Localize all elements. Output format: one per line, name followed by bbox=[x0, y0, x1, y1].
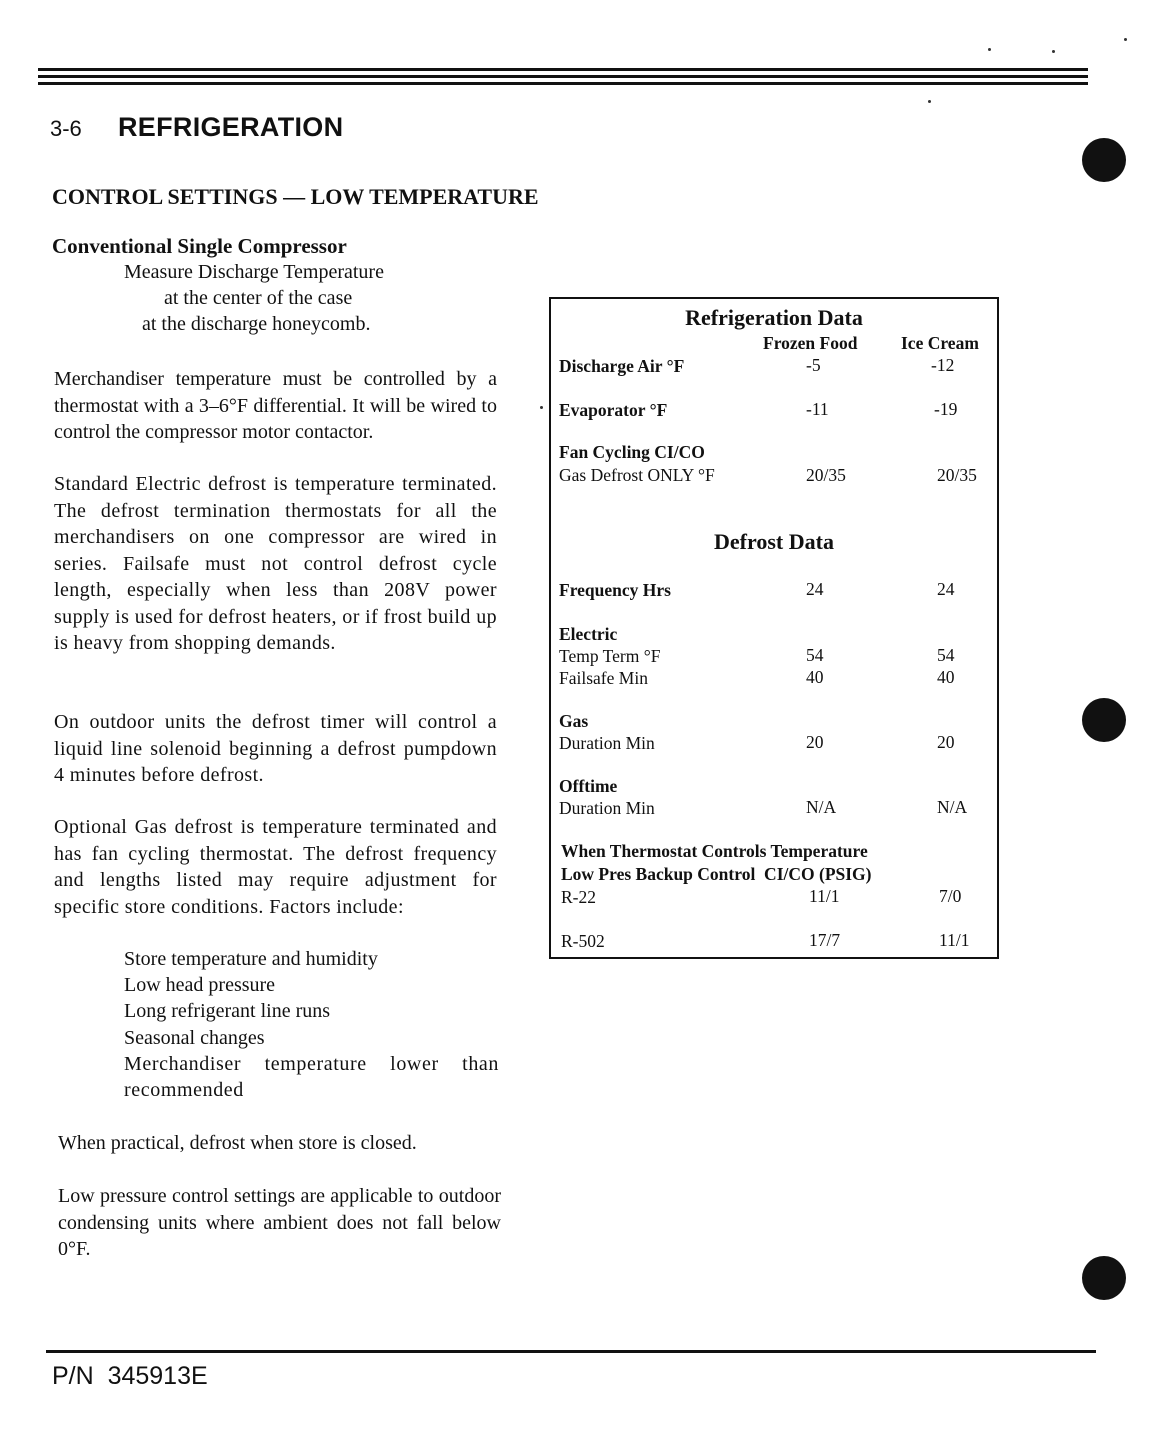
low-pressure-backup-label: Low Pres Backup Control CI/CO (PSIG) bbox=[561, 864, 872, 884]
punch-hole bbox=[1082, 138, 1126, 182]
row-label-fan-cycling: Fan Cycling CI/CO bbox=[559, 442, 705, 462]
factors-list bbox=[124, 946, 499, 1103]
section-number: 3-6 bbox=[50, 116, 82, 141]
temp-term-frozen: 54 bbox=[806, 645, 824, 665]
scan-speck bbox=[988, 48, 991, 51]
discharge-air-ice: -12 bbox=[931, 355, 955, 375]
scan-speck bbox=[1124, 38, 1127, 41]
punch-hole bbox=[1082, 698, 1126, 742]
row-label-offtime: Offtime bbox=[559, 776, 618, 796]
paragraph-outdoor-units: On outdoor units the defrost timer will control a liquid line solenoid beginning a defrost pumpdown 4 minutes before defrost. bbox=[54, 711, 497, 786]
list-item: Seasonal changes bbox=[124, 1026, 265, 1049]
row-label-failsafe: Failsafe Min bbox=[559, 668, 648, 688]
row-label-offtime-duration: Duration Min bbox=[559, 798, 655, 818]
page-heading: CONTROL SETTINGS — LOW TEMPERATURE bbox=[52, 184, 539, 209]
row-label-temp-term: Temp Term °F bbox=[559, 646, 661, 666]
list-item: Long refrigerant line runs bbox=[124, 1000, 331, 1023]
refrigeration-data-table bbox=[549, 297, 999, 959]
row-label-electric: Electric bbox=[559, 624, 618, 644]
row-sublabel-gas-defrost-only: Gas Defrost ONLY °F bbox=[559, 465, 715, 485]
r22-frozen: 11/1 bbox=[809, 886, 840, 906]
row-label-gas: Gas bbox=[559, 711, 589, 731]
scan-speck bbox=[928, 100, 931, 103]
evaporator-ice: -19 bbox=[934, 399, 958, 419]
paragraph-electric-defrost: Standard Electric defrost is temperature terminated. The defrost termination thermostats for all the merchandisers on one compressor are wired in series. Failsafe must not control defrost cycle length, especially when less than 208V power supply is used for defrost heaters, or if frost build up is heavy from shopping demands. bbox=[54, 473, 497, 654]
gas-duration-ice: 20 bbox=[937, 732, 955, 752]
scan-speck bbox=[1052, 50, 1055, 53]
list-item: Merchandiser temperature lower than recommended bbox=[124, 1052, 499, 1102]
failsafe-frozen: 40 bbox=[806, 667, 824, 687]
row-label-r502: R-502 bbox=[561, 931, 605, 951]
list-item: Low head pressure bbox=[124, 974, 276, 997]
header-rule-middle bbox=[38, 75, 1088, 78]
frequency-ice: 24 bbox=[937, 579, 955, 599]
subheading: Conventional Single Compressor bbox=[52, 234, 347, 258]
row-label-evaporator: Evaporator °F bbox=[559, 400, 668, 420]
paragraph-gas-defrost: Optional Gas defrost is temperature terminated and has fan cycling thermostat. The defrost frequency and lengths listed may require adjustment for specific store conditions. Factors include: bbox=[54, 816, 497, 918]
offtime-duration-ice: N/A bbox=[937, 797, 968, 817]
r22-ice: 7/0 bbox=[939, 886, 962, 906]
column-header-frozen-food: Frozen Food bbox=[763, 333, 858, 353]
table-title: Refrigeration Data bbox=[685, 305, 863, 330]
column-header-ice-cream: Ice Cream bbox=[901, 333, 979, 353]
measure-line: Measure Discharge Temperature bbox=[124, 261, 384, 283]
part-number: P/N 345913E bbox=[52, 1362, 208, 1390]
row-label-frequency: Frequency Hrs bbox=[559, 580, 671, 600]
scan-speck bbox=[540, 406, 543, 409]
row-label-r22: R-22 bbox=[561, 887, 596, 907]
fan-cycling-frozen: 20/35 bbox=[806, 465, 846, 485]
fan-cycling-ice: 20/35 bbox=[937, 465, 977, 485]
paragraph-defrost-closed: When practical, defrost when store is closed. bbox=[58, 1132, 417, 1154]
row-label-discharge-air: Discharge Air °F bbox=[559, 356, 685, 376]
r502-frozen: 17/7 bbox=[809, 930, 841, 950]
failsafe-ice: 40 bbox=[937, 667, 955, 687]
offtime-duration-frozen: N/A bbox=[806, 797, 837, 817]
gas-duration-frozen: 20 bbox=[806, 732, 824, 752]
discharge-air-frozen: -5 bbox=[806, 355, 821, 375]
list-item: Store temperature and humidity bbox=[124, 948, 378, 970]
paragraph-low-pressure: Low pressure control settings are applicable to outdoor condensing units where ambient does not fall below 0°F. bbox=[58, 1185, 501, 1260]
measure-line: at the discharge honeycomb. bbox=[142, 313, 371, 335]
measure-line: at the center of the case bbox=[164, 287, 353, 309]
thermostat-note: When Thermostat Controls Temperature bbox=[561, 841, 868, 861]
header-rule-bottom bbox=[38, 82, 1088, 85]
footer-rule bbox=[46, 1350, 1096, 1353]
row-label-gas-duration: Duration Min bbox=[559, 733, 655, 753]
punch-hole bbox=[1082, 1256, 1126, 1300]
defrost-data-title: Defrost Data bbox=[714, 529, 834, 554]
section-title: REFRIGERATION bbox=[118, 112, 344, 142]
paragraph-thermostat: Merchandiser temperature must be controlled by a thermostat with a 3–6°F differential. It will be wired to control the compressor motor contactor. bbox=[54, 368, 497, 443]
frequency-frozen: 24 bbox=[806, 579, 824, 599]
evaporator-frozen: -11 bbox=[806, 399, 829, 419]
r502-ice: 11/1 bbox=[939, 930, 970, 950]
temp-term-ice: 54 bbox=[937, 645, 955, 665]
header-rule-top bbox=[38, 68, 1088, 71]
